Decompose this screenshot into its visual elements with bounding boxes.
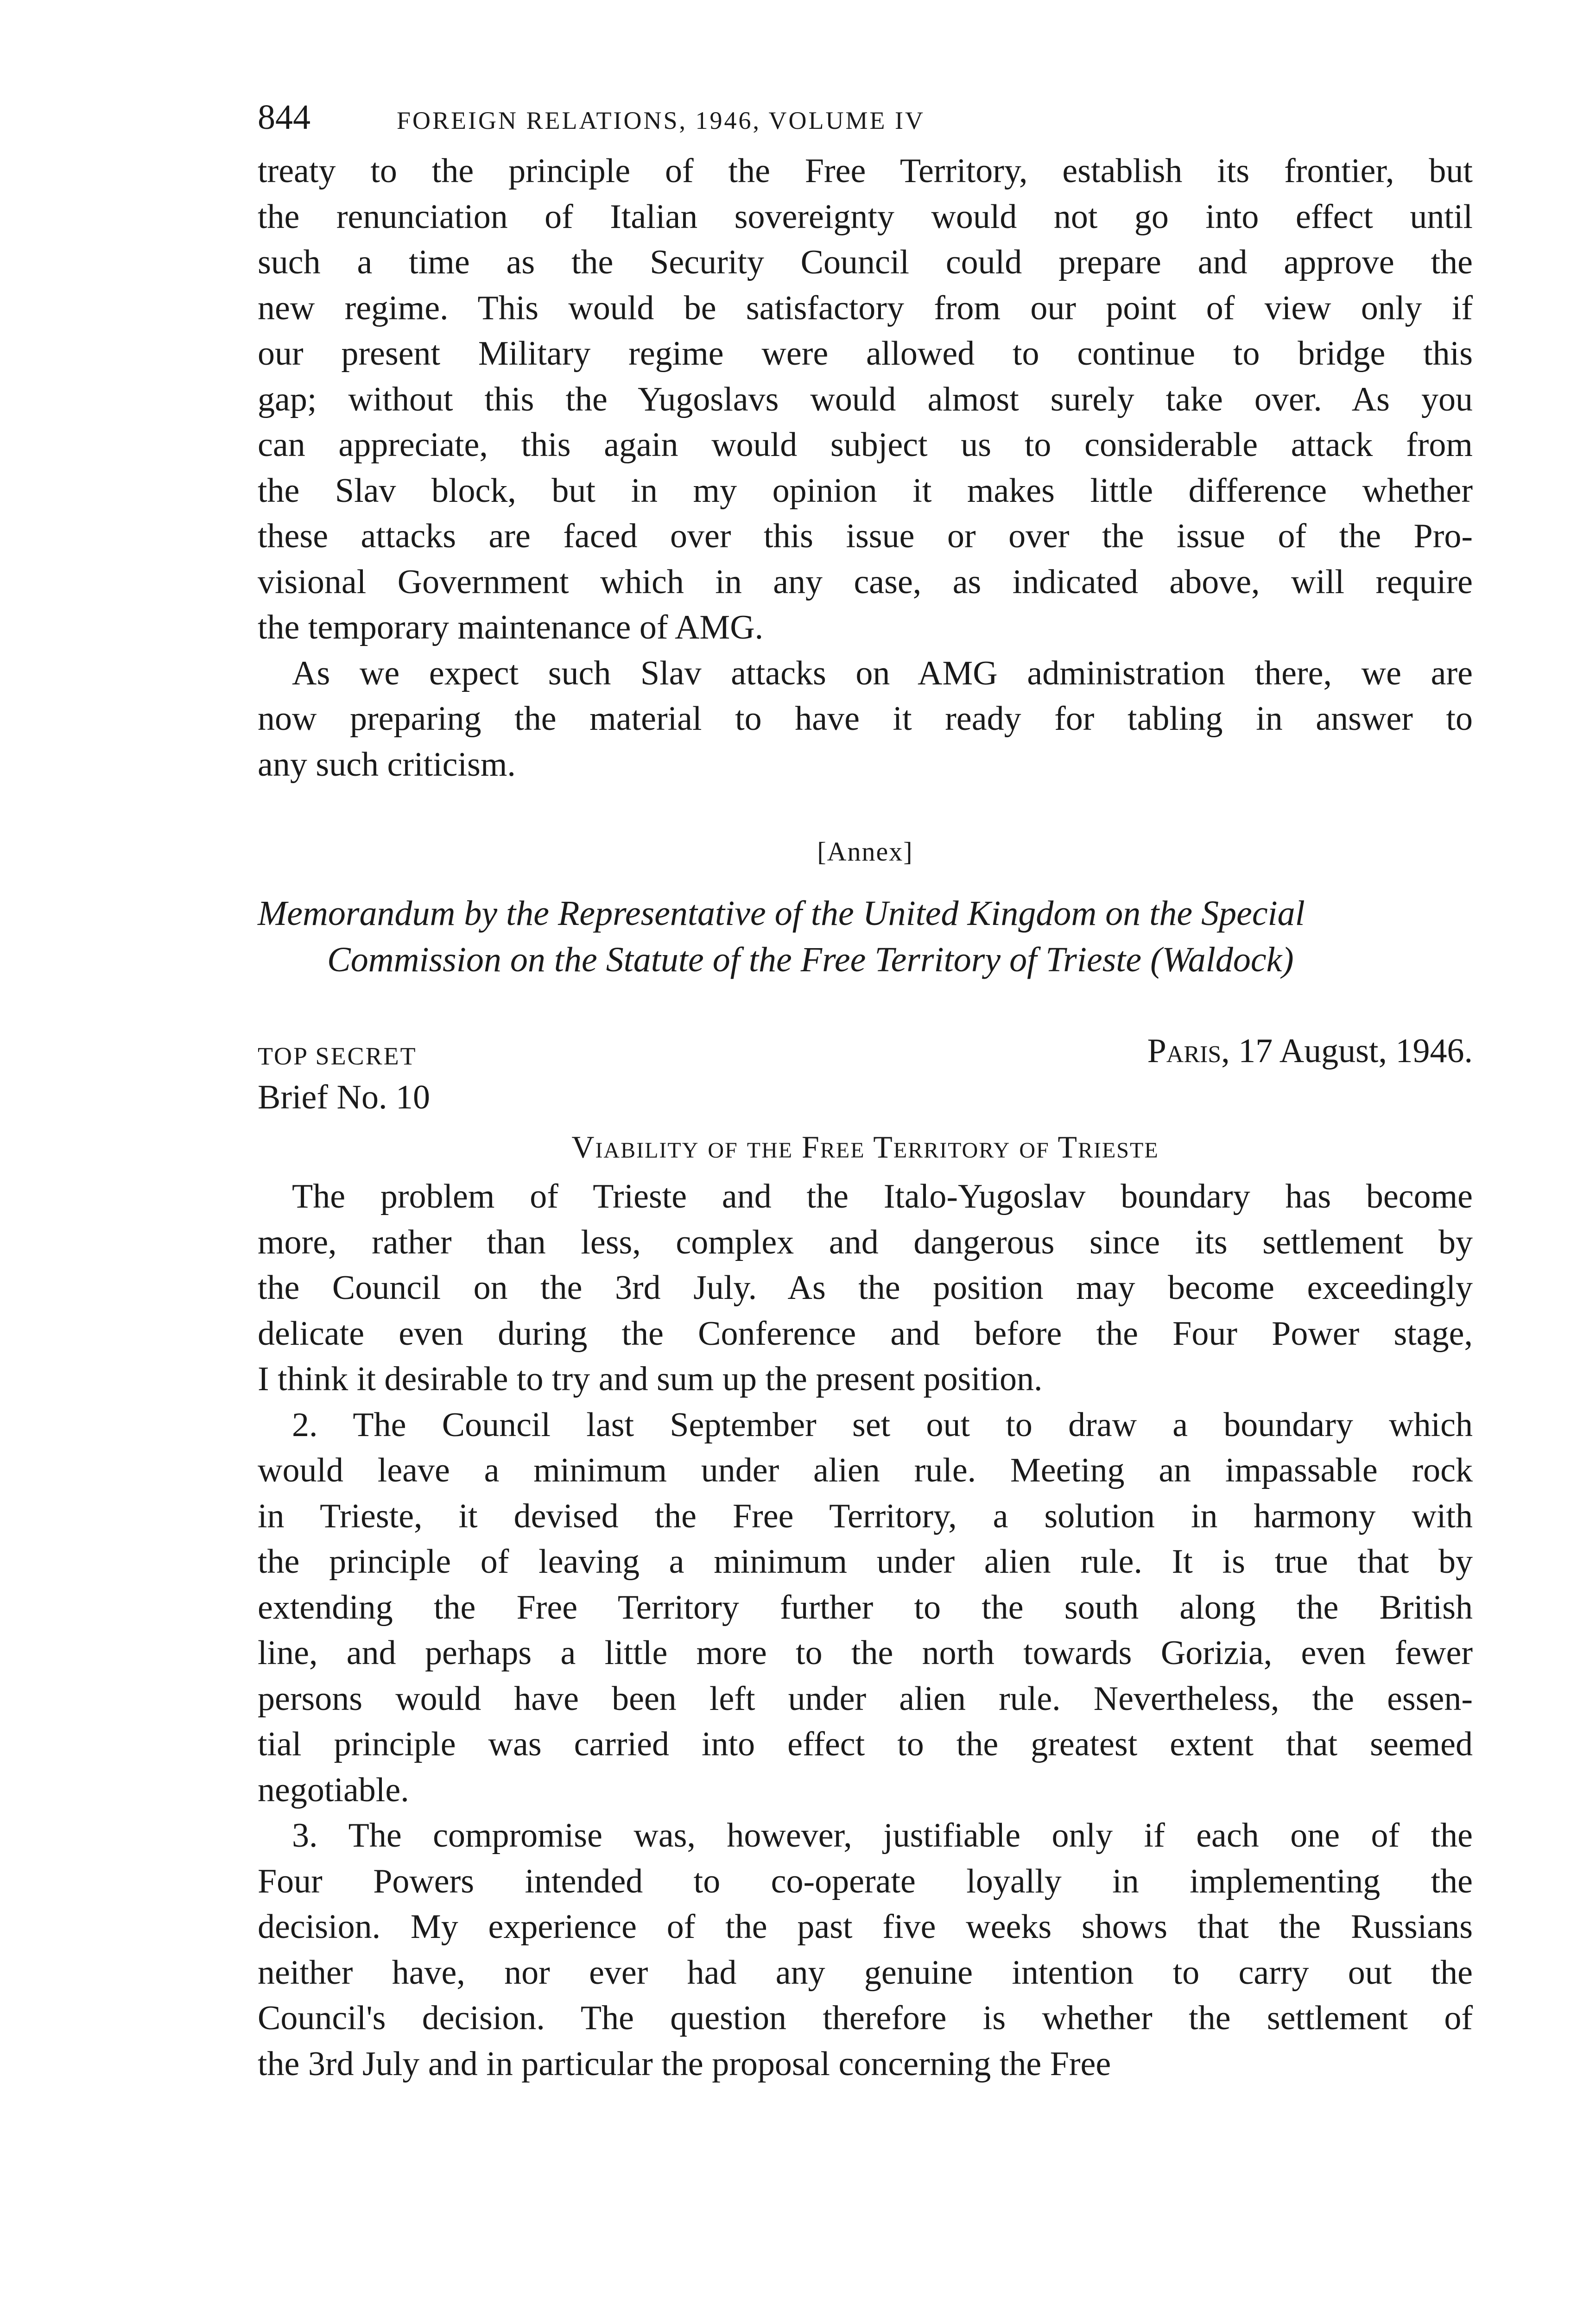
text-line: any such criticism. xyxy=(258,745,516,784)
memo-meta xyxy=(258,1032,1473,1124)
section-title: Viability of the Free Territory of Trieste xyxy=(571,1129,1159,1165)
text-line: I think it desirable to try and sum up the present position. xyxy=(258,1360,1043,1398)
brief-number: Brief No. 10 xyxy=(258,1078,430,1116)
place: Paris xyxy=(1147,1032,1222,1070)
text-line: would leave a minimum under alien rule. Meeting an impassable rock xyxy=(258,1451,1473,1489)
text-line: now preparing the material to have it ready for tabling in answer to xyxy=(258,700,1473,738)
text-line: the Slav block, but in my opinion it makes little difference whether xyxy=(258,471,1473,510)
intro-paragraph-1 xyxy=(258,148,1473,651)
text-line: these attacks are faced over this issue or over the issue of the Pro- xyxy=(258,517,1473,555)
page-number: 844 xyxy=(258,98,310,137)
date: , 17 August, 1946. xyxy=(1221,1032,1473,1070)
text-line: in Trieste, it devised the Free Territory, a solution in harmony with xyxy=(258,1497,1473,1535)
page-header xyxy=(258,97,1473,148)
text-line: such a time as the Security Council could prepare and approve the xyxy=(258,243,1473,281)
place-date xyxy=(1147,1032,1473,1071)
text-line: new regime. This would be satisfactory from our point of view only if xyxy=(258,289,1473,327)
annex-label: [Annex] xyxy=(817,836,913,867)
memo-title: Memorandum by the Representative of the United Kingdom on the Special Commission on the Statute of the Free Territory of Trieste (Waldock) xyxy=(258,894,1305,979)
text-line: Four Powers intended to co-operate loyally in implementing the xyxy=(258,1862,1473,1900)
text-line: negotiable. xyxy=(258,1771,409,1809)
text-line: the Council on the 3rd July. As the position may become exceedingly xyxy=(258,1269,1473,1307)
text-line: gap; without this the Yugoslavs would almost surely take over. As you xyxy=(258,380,1473,418)
text-line: 2. The Council last September set out to draw a boundary which xyxy=(292,1405,1473,1444)
body-paragraph-2 xyxy=(258,1402,1473,1813)
text-line: line, and perhaps a little more to the north towards Gorizia, even fewer xyxy=(258,1634,1473,1672)
text-line: neither have, nor ever had any genuine intention to carry out the xyxy=(258,1953,1473,1992)
text-line: more, rather than less, complex and dangerous since its settlement by xyxy=(258,1223,1473,1261)
text-line: the 3rd July and in particular the proposal concerning the Free xyxy=(258,2045,1111,2083)
text-line: the renunciation of Italian sovereignty would not go into effect until xyxy=(258,197,1473,236)
text-line: decision. My experience of the past five weeks shows that the Russians xyxy=(258,1908,1473,1946)
body-paragraph-1 xyxy=(258,1174,1473,1402)
text-line: delicate even during the Conference and before the Four Power stage, xyxy=(258,1314,1473,1353)
intro-paragraph-2 xyxy=(258,651,1473,788)
running-head: FOREIGN RELATIONS, 1946, VOLUME IV xyxy=(397,107,925,134)
text-line: tial principle was carried into effect to the greatest extent that seemed xyxy=(258,1725,1473,1763)
text-line: the principle of leaving a minimum under alien rule. It is true that by xyxy=(258,1543,1473,1581)
text-line: the temporary maintenance of AMG. xyxy=(258,608,764,646)
document-page xyxy=(258,97,1473,2087)
text-line: can appreciate, this again would subject us to considerable attack from xyxy=(258,426,1473,464)
text-line: treaty to the principle of the Free Territory, establish its frontier, but xyxy=(258,152,1473,190)
text-line: Council's decision. The question therefore is whether the settlement of xyxy=(258,1999,1473,2037)
classification-label: TOP SECRET xyxy=(258,1042,417,1070)
text-line: visional Government which in any case, as indicated above, will require xyxy=(258,563,1473,601)
text-line: persons would have been left under alien rule. Nevertheless, the essen- xyxy=(258,1679,1473,1718)
body-paragraph-3 xyxy=(258,1813,1473,2087)
text-line: The problem of Trieste and the Italo-Yugoslav boundary has become xyxy=(292,1177,1473,1215)
text-line: 3. The compromise was, however, justifiable only if each one of the xyxy=(292,1817,1473,1855)
text-line: extending the Free Territory further to the south along the British xyxy=(258,1588,1473,1627)
text-line: our present Military regime were allowed to continue to bridge this xyxy=(258,335,1473,373)
text-line: As we expect such Slav attacks on AMG administration there, we are xyxy=(292,654,1473,692)
